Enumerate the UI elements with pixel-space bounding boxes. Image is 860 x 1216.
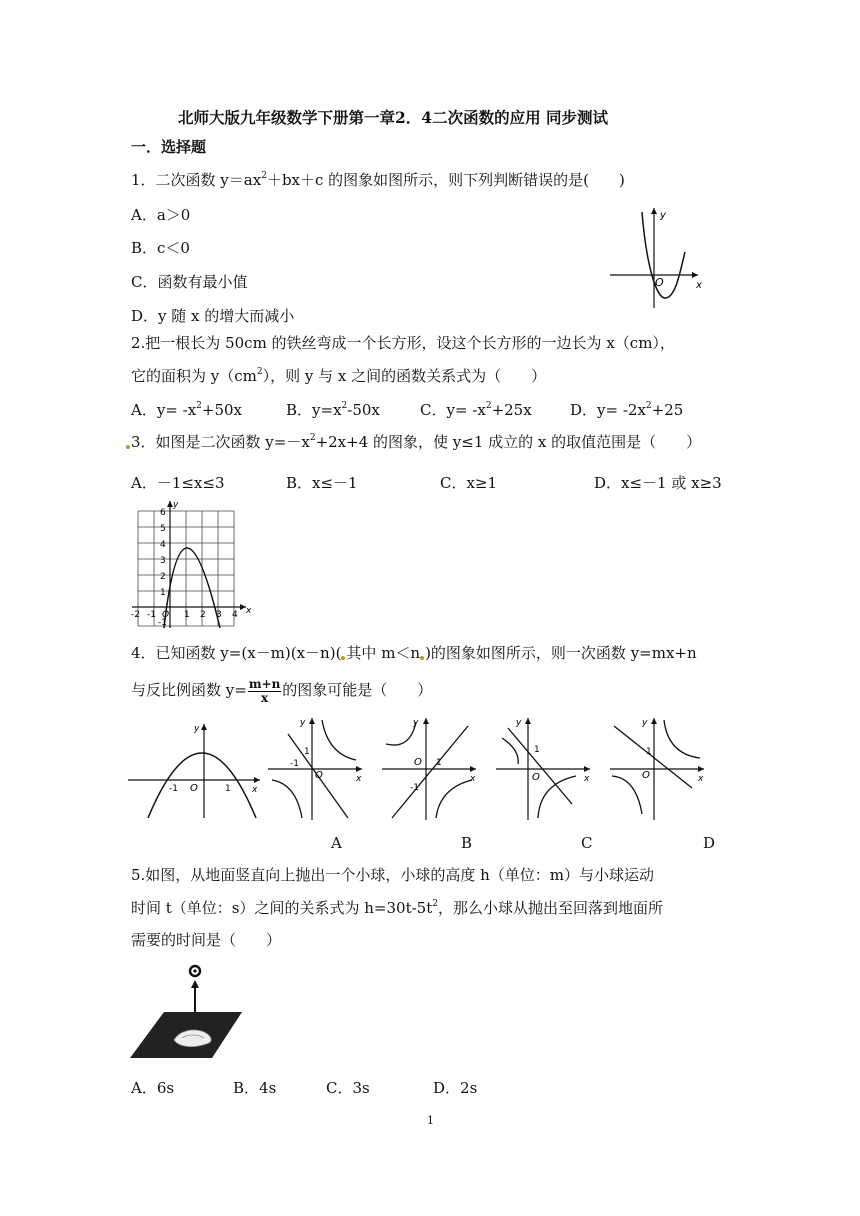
q3-origin-label: O xyxy=(162,610,170,620)
q4-line-2 xyxy=(131,670,432,710)
q4-line-2b: 的图象可能是（ ） xyxy=(282,681,433,699)
q4-option-c-graph xyxy=(494,714,598,824)
q5-option-a: A．6s xyxy=(131,1079,175,1097)
q4-g0-1: 1 xyxy=(225,784,231,794)
q2-line-1: 2.把一根长为 50cm 的铁丝弯成一个长方形，设这个长方形的一边长为 x（cm）， xyxy=(131,334,675,352)
q4-option-a-graph xyxy=(266,714,370,824)
q4-ga-m1: -1 xyxy=(290,759,299,769)
q3-option-c: C．x≥1 xyxy=(440,474,498,492)
q1-x-label: x xyxy=(696,280,702,291)
q4-gb-1: 1 xyxy=(436,758,442,768)
q1-sup: 2 xyxy=(261,171,267,181)
q2-d-sup: 2 xyxy=(645,401,652,411)
page-title: 北师大版九年级数学下册第一章2．4二次函数的应用 同步测试 xyxy=(178,108,608,127)
q4-ga-x: x xyxy=(356,774,362,784)
q3-xtick-neg1: -1 xyxy=(147,610,156,620)
q4-option-b-graph xyxy=(380,714,484,824)
q2-b-post: -50x xyxy=(347,401,380,419)
q4-text-pre: 4．已知函数 y=(x－m)(x－n)( xyxy=(131,644,342,662)
q2-line-2-sup: 2 xyxy=(256,367,263,377)
q4-option-d-graph xyxy=(608,714,712,824)
q2-option-b xyxy=(286,400,380,420)
q4-fraction-den: x xyxy=(260,690,269,705)
dot-mark xyxy=(341,656,345,660)
q4-gc-y: y xyxy=(516,718,522,728)
q3-y-label: y xyxy=(173,500,179,510)
q5-line-3: 需要的时间是（ ） xyxy=(131,931,282,949)
q4-label-a: A xyxy=(331,834,342,852)
question-3 xyxy=(126,432,701,452)
q3-ytick-3: 3 xyxy=(160,556,166,566)
q5-line-2b: ，那么小球从抛出至回落到地面所 xyxy=(437,899,663,917)
q2-c-sup: 2 xyxy=(485,401,492,411)
q5-line-2a: 时间 t（单位：s）之间的关系式为 h=30t-5t xyxy=(131,899,433,917)
q3-ytick-5: 5 xyxy=(160,524,166,534)
q3-option-b: B．x≤－1 xyxy=(286,474,358,492)
q4-gb-x: x xyxy=(470,774,476,784)
q4-g0-x: x xyxy=(252,785,258,795)
q2-b-pre: B．y=x xyxy=(286,401,342,419)
q1-option-c: C．函数有最小值 xyxy=(131,273,248,291)
q2-option-d xyxy=(570,400,683,420)
q1-option-a: A．a＞0 xyxy=(131,206,191,224)
q4-fraction xyxy=(248,678,281,705)
q3-xtick-4: 4 xyxy=(232,610,238,620)
q3-ytick-neg1: -1 xyxy=(158,618,167,628)
q5-line-1: 5.如图，从地面竖直向上抛出一个小球，小球的高度 h（单位：m）与小球运动 xyxy=(131,866,654,884)
q3-sup: 2 xyxy=(309,433,316,443)
q3-ytick-1: 1 xyxy=(160,588,166,598)
q2-line-2 xyxy=(131,366,546,386)
q3-x-label: x xyxy=(246,606,252,616)
q1-text-pre: 1．二次函数 y＝ax xyxy=(131,171,262,189)
q4-text-post: )的图象如图所示，则一次函数 y=mx+n xyxy=(425,644,697,662)
q4-gb-y: y xyxy=(413,718,419,728)
q2-d-post: +25 xyxy=(651,401,684,419)
q4-gd-o: O xyxy=(642,770,650,781)
question-1 xyxy=(131,170,625,190)
q4-line-1 xyxy=(131,643,697,663)
q1-option-b: B．c＜0 xyxy=(131,239,190,257)
q3-xtick-3: 3 xyxy=(216,610,222,620)
q1-text-post: ＋bx＋c 的图象如图所示，则下列判断错误的是( ) xyxy=(266,171,625,189)
q4-gc-o: O xyxy=(532,772,540,783)
q3-xtick-2: 2 xyxy=(200,610,206,620)
q3-xtick-1: 1 xyxy=(184,610,190,620)
q3-ytick-2: 2 xyxy=(160,572,166,582)
q5-option-d: D．2s xyxy=(433,1079,478,1097)
q2-a-sup: 2 xyxy=(196,401,202,411)
q5-line-2 xyxy=(131,898,663,918)
q3-text-pre: 3．如图是二次函数 y=－x xyxy=(131,433,310,451)
q4-label-c: C xyxy=(581,834,593,852)
q4-ga-1: 1 xyxy=(304,747,310,757)
q4-label-b: B xyxy=(461,834,473,852)
q1-option-d: D．y 随 x 的增大而减小 xyxy=(131,307,295,325)
section-heading: 一．选择题 xyxy=(131,138,207,156)
q2-line-2a: 它的面积为 y（cm xyxy=(131,367,257,385)
q4-gd-1: 1 xyxy=(646,747,652,757)
q4-gb-o: O xyxy=(414,757,422,768)
q4-gc-1: 1 xyxy=(534,745,540,755)
q1-origin-label: O xyxy=(655,276,664,289)
dot-mark xyxy=(420,656,424,660)
q1-parabola-graph xyxy=(606,202,710,312)
q2-a-pre: A．y= -x xyxy=(131,401,197,419)
q4-g0-o: O xyxy=(190,783,198,794)
q4-label-d: D xyxy=(703,834,716,852)
q3-grid-graph xyxy=(128,498,254,630)
q4-gd-x: x xyxy=(698,774,704,784)
q4-gd-y: y xyxy=(642,718,648,728)
q3-option-a: A．－1≤x≤3 xyxy=(131,474,225,492)
q2-b-sup: 2 xyxy=(341,401,348,411)
q4-ga-o: O xyxy=(315,770,323,781)
q4-g0-m1: -1 xyxy=(169,784,178,794)
page-number: 1 xyxy=(427,1114,434,1127)
q2-c-pre: C．y= -x xyxy=(420,401,486,419)
q4-line-2a: 与反比例函数 y= xyxy=(131,681,247,699)
q1-y-label: y xyxy=(660,210,666,221)
q5-option-c: C．3s xyxy=(326,1079,370,1097)
q4-gb-m1: -1 xyxy=(410,783,419,793)
q2-line-2b: ），则 y 与 x 之间的函数关系式为（ ） xyxy=(262,367,547,385)
q4-g0-y: y xyxy=(194,724,200,734)
q2-d-pre: D．y= -2x xyxy=(570,401,646,419)
q3-ytick-6: 6 xyxy=(160,508,166,518)
dot-mark xyxy=(126,445,130,449)
q2-option-c xyxy=(420,400,532,420)
q4-gc-x: x xyxy=(584,774,590,784)
q5-ball-illustration xyxy=(128,962,248,1062)
q5-line-2-sup: 2 xyxy=(432,899,438,909)
q2-option-a xyxy=(131,400,242,420)
q3-text-post: +2x+4 的图象，使 y≤1 成立的 x 的取值范围是（ ） xyxy=(315,433,702,451)
q4-text-mid: 其中 m＜n xyxy=(346,644,421,662)
q3-ytick-4: 4 xyxy=(160,540,166,550)
q5-option-b: B．4s xyxy=(233,1079,277,1097)
q4-given-parabola xyxy=(126,720,266,820)
q2-a-post: +50x xyxy=(201,401,243,419)
q4-fraction-num: m+n xyxy=(248,676,281,691)
q4-ga-y: y xyxy=(300,718,306,728)
q3-xtick-neg2: -2 xyxy=(131,610,140,620)
q2-c-post: +25x xyxy=(491,401,532,419)
q3-option-d: D．x≤－1 或 x≥3 xyxy=(594,474,722,492)
